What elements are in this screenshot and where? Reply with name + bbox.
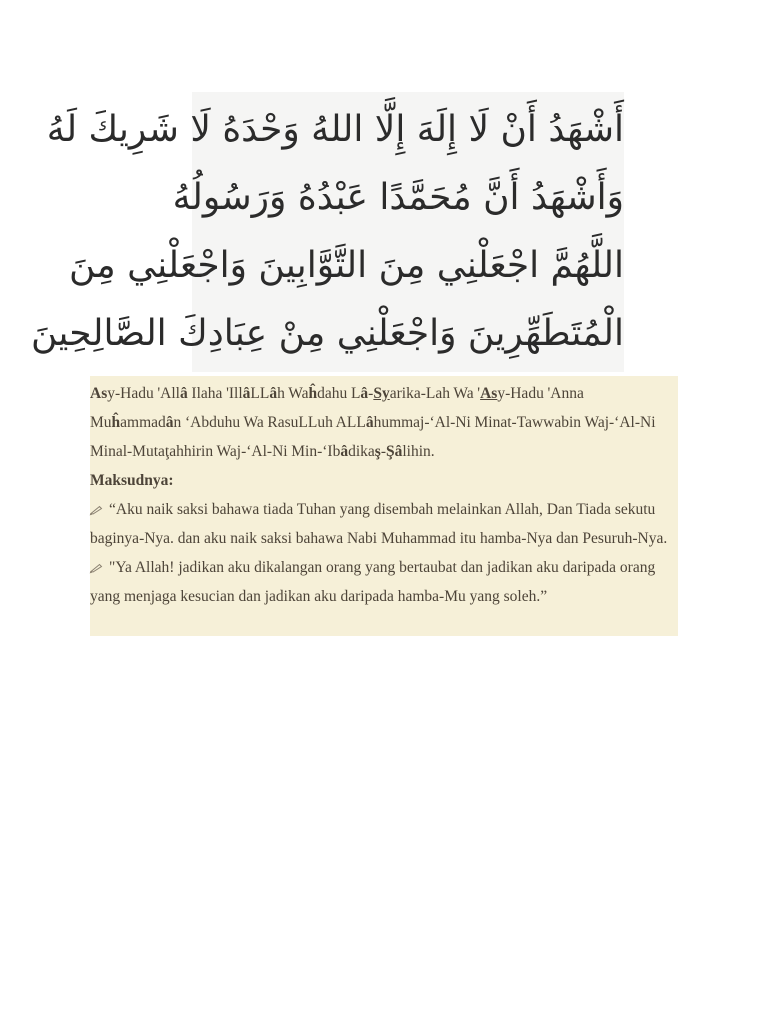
arabic-doa-image (31, 92, 624, 372)
arabic-line-2: وَأَشْهَدُ أَنَّ مُحَمَّدًا عَبْدُهُ وَرَسُولُهُ (172, 177, 624, 218)
arabic-line-3: اللَّهُمَّ اجْعَلْنِي مِنَ التَّوَّابِينَ وَاجْعَلْنِي مِنَ (69, 245, 624, 286)
translit-segment: - (380, 443, 386, 460)
transliteration-box (90, 376, 678, 636)
translit-segment: LL (250, 385, 270, 402)
translit-segment: dahu L (317, 385, 361, 402)
meaning-text-1: “Aku naik saksi bahawa tiada Tuhan yang disembah melainkan Allah, Dan Tiada sekutu baginya-Nya. dan aku naik saksi bahawa Nabi Muhammad itu hamba-Nya dan Pesuruh-Nya. (90, 501, 668, 547)
translit-segment: ş (374, 443, 381, 460)
translit-segment (373, 385, 389, 402)
pencil-icon (90, 563, 103, 573)
translit-segment: - (368, 385, 374, 402)
meaning-text-2: "Ya Allah! jadikan aku dikalangan orang yang bertaubat dan jadikan aku daripada orang yang menjaga kesucian dan jadikan aku daripada hamba-Mu yang soleh.” (90, 559, 656, 605)
meaning-paragraph-2 (90, 553, 678, 611)
translit-segment: â (180, 385, 188, 402)
transliteration-text (90, 379, 678, 466)
translit-segment: Ilaha 'Ill (187, 385, 243, 402)
translit-segment: hummaj-‘Al-Ni Minat-Tawwabin Waj-‘Al-Ni Minal-Mutaţahhirin Waj-‘Al-Ni Min-‘Ib (90, 414, 656, 460)
translit-segment: ĥ (111, 414, 121, 431)
translit-segment: y-Hadu 'Anna Mu (90, 385, 584, 431)
arabic-line-4: الْمُتَطَهِّرِينَ وَاجْعَلْنِي مِنْ عِبَادِكَ الصَّالِحِينَ (31, 313, 624, 354)
translit-segment: â (365, 414, 374, 431)
translit-segment: h Wa (277, 385, 309, 402)
translit-segment: â (269, 385, 278, 402)
translit-segment (480, 385, 497, 402)
translit-segment: ammad (120, 414, 166, 431)
translit-segment: lihin. (402, 443, 435, 460)
translit-segment: â (165, 414, 174, 431)
translit-segment: Sy (373, 385, 390, 402)
translit-segment: arika-Lah Wa ' (389, 385, 481, 402)
translit-segment: â (360, 385, 369, 402)
translit-segment: â (242, 385, 251, 402)
translit-segment: ĥ (308, 385, 318, 402)
translit-segment: As (480, 385, 498, 402)
translit-segment: dika (348, 443, 375, 460)
translit-segment: As (90, 385, 108, 402)
translit-segment: â (394, 443, 403, 460)
translit-segment: y-Hadu 'All (107, 385, 180, 402)
translit-segment: â (340, 443, 349, 460)
meaning-heading: Maksudnya: (90, 472, 174, 489)
translit-segment: n ‘Abduhu Wa RasuLLuh ALL (173, 414, 366, 431)
translit-segment: Ş (385, 443, 395, 460)
arabic-line-1: أَشْهَدُ أَنْ لَا إِلَهَ إِلَّا اللهُ وَحْدَهُ لَا شَرِيكَ لَهُ (46, 109, 624, 150)
meaning-paragraph-1 (90, 495, 678, 553)
pencil-icon (90, 505, 103, 515)
